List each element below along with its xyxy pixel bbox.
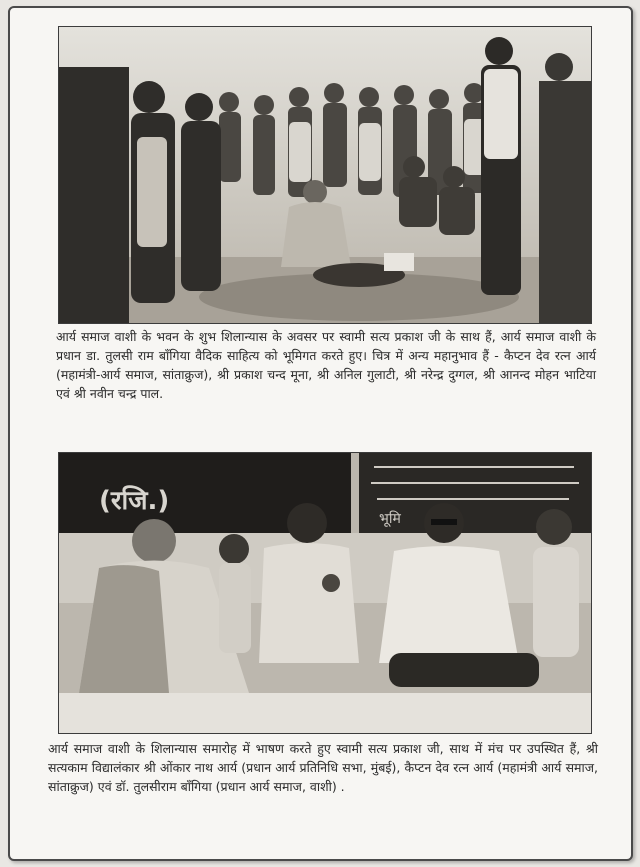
banner-left-text: (रजि.) [99, 486, 170, 516]
document-page [8, 6, 633, 861]
banner-right-text: भूमि [379, 511, 401, 527]
photo-stage-speech-image [59, 453, 591, 733]
photo-stage-speech [58, 452, 592, 734]
photo-caption: आर्य समाज वाशी के शिलान्यास समारोह में भाषण करते हुए स्वामी सत्य प्रकाश जी, साथ में मंच पर उपस्थित हैं, श्री सत्यकाम विद्यालंकार श्री ओंकार नाथ आर्य (प्रधान आर्य प्रतिनिधि सभा, मुंबई), कैप्टन देव रत्न आर्य (महामंत्री आर्य समाज, सांताक्रुज) एवं डॉ. तुलसीराम बाँगिया (प्रधान आर्य समाज, वाशी) . [48, 741, 598, 794]
photo-foundation-ceremony-image [59, 27, 591, 323]
photo-foundation-ceremony [58, 26, 592, 324]
photo-caption: आर्य समाज वाशी के भवन के शुभ शिलान्यास के अवसर पर स्वामी सत्य प्रकाश जी के साथ हैं, आर्य समाज वाशी के प्रधान डा. तुलसी राम बाँगिया वैदिक साहित्य को भूमिगत करते हुए। चित्र में अन्य महानुभाव हैं - कैप्टन देव रत्न आर्य (महामंत्री-आर्य समाज, सांताक्रुज), श्री प्रकाश चन्द मूना, श्री अनिल गुलाटी, श्री नरेन्द्र दुग्गल, श्री आनन्द मोहन भाटिया एवं श्री नवीन चन्द्र पाल. [56, 329, 596, 401]
